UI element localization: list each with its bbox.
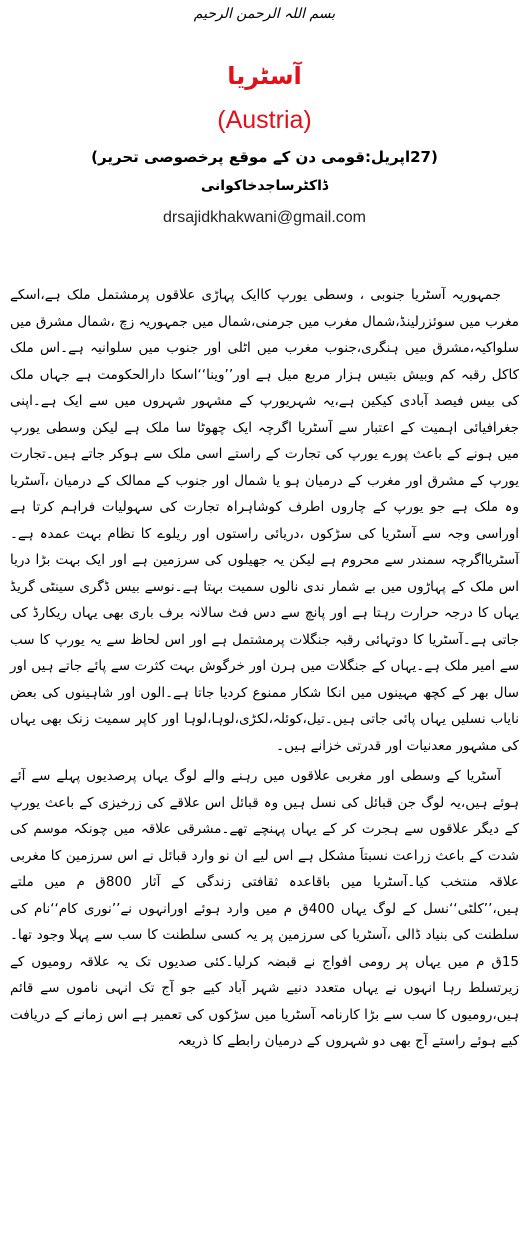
- paragraph-history: آسٹریا کے وسطی اور مغربی علاقوں میں رہنے والے لوگ یہاں پرصدیوں پہلے سے آئے ہوئے ہیں،یہ لوگ جن قبائل کی نسل ہیں وہ قبائل اس علاقے کی زرخیزی کے باعث یورپ کے دیگر علاقوں سے ہجرت کر کے یہاں پہنچے تھے۔مشرقی علاقہ میں چونکہ موسم کی شدت کے باعث زراعت نسبتاََ مشکل ہے اس لیے ان نو وارد قبائل نے اس سرزمین کا مغربی علاقہ منتخب کیا۔آسٹریا میں باقاعدہ ثقافتی زندگی کے آثار 800ق م میں ملتے ہیں،’’کلٹی‘‘نسل کے لوگ یہاں 400ق م میں وارد ہوئے اورانہوں نے’’نوری کام‘‘نام کی سلطنت کی بنیاد ڈالی ،آسٹریا کی سرزمین پر یہ کسی سلطنت کا سب سے پہلا وجود تھا۔15ق م میں یہاں پر رومی افواج نے قبضہ کرلیا۔کئی صدیوں تک یہ علاقہ رومیوں کے زیرتسلط رہا انہوں نے یہاں متعدد دنیے شہر آباد کیے جو آج تک انہی ناموں سے قائم ہیں،رومیوں کا سب سے بڑا کارنامہ آسٹریا میں سڑکوں کی تعمیر ہے اس زمانے کے دریافت کیے ہوئے راستے آج بھی دو شہروں کے درمیان رابطے کا ذریعہ: [10, 768, 519, 1049]
- article-body: [10, 282, 519, 1055]
- page-title-english: (Austria): [217, 106, 312, 134]
- author-name: ڈاکٹرساجدخاکوانی: [200, 178, 329, 194]
- basmala-heading: بسم اللہ الرحمن الرحیم: [193, 6, 336, 22]
- paragraph-geography: جمہوریہ آسٹریا جنوبی ، وسطی یورپ کاایک پہاڑی علاقوں پرمشتمل ملک ہے،اسکے مغرب میں سوئزرلینڈ،شمال مغرب میں جرمنی،شمال میں جمہوریہ زچ ،شمال مشرق میں سلواکیہ،مشرق میں ہنگری،جنوب مغرب میں اٹلی اور جنوب میں سلوانیہ ہے۔اس ملک کاکل رقبہ کم وبیش بتیس ہزار مربع میل ہے اور’’وینا‘‘اسکا دارالحکومت ہے جہاں ملک کی بیس فیصد آبادی کیکین ہے،یہ شہریورپ کے مشہور شہروں میں سے ایک ہے۔اپنی جغرافیائی اہمیت کے اعتبار سے آسٹریا اگرچہ ایک چھوٹا سا ملک ہے لیکن وسطی یورپ میں ہونے کے باعث پورے یورپ کی تجارت کے راستے اسی ملک سے ہوکر جاتے ہیں۔تجارت یورپ کے مشرق اور مغرب کے درمیان ہو یا شمال اور جنوب کے ممالک کے درمیان ،آسٹریا وہ ملک ہے جو یورپ کے چاروں اطرف کوشاہراہ تجارت کی سہولیات فراہم کرتا ہے اوراسی وجہ سے آسٹریا کی سڑکوں ،دریائی راستوں اور ریلوے کا نظام بہت عمدہ ہے۔آسٹریااگرچہ سمندر سے محروم ہے لیکن یہ جھیلوں کی سرزمین ہے اور ایک بہت بڑا دریا اس ملک کے پہاڑوں میں بے شمار ندی نالوں سمیت بہتا ہے۔نوسے بیس ڈگری سینٹی گریڈ یہاں کا درجہ حرارت رہتا ہے اور پانچ سے دس فٹ سالانہ برف باری بھی یہاں ریکارڈ کی جاتی ہے۔آسٹریا کا دوتہائی رقبہ جنگلات پرمشتمل ہے اور اس لحاظ سے یہ یورپ کا سب سے امیر ملک ہے۔یہاں کے جنگلات میں ہرن اور خرگوش بہت کثرت سے پائے جاتے ہیں اور سال بھر کے کچھ مہینوں میں انکا شکار ممنوع کردیا جاتا ہے۔الوں اور شاہینوں کی بعض نایاب نسلیں یہاں پائی جاتی ہیں۔تیل،کوئلہ،لکڑی،لوہا،لوہا اور کاپر سمیت زنک بھی یہاں کی مشہور معدنیات اور قدرتی خزانے ہیں۔: [10, 287, 519, 754]
- article-subtitle: (27اپریل:قومی دن کے موقع پرخصوصی تحریر): [91, 148, 438, 166]
- page-title-urdu: آسٹریا: [227, 62, 302, 90]
- author-email: drsajidkhakwani@gmail.com: [163, 209, 366, 226]
